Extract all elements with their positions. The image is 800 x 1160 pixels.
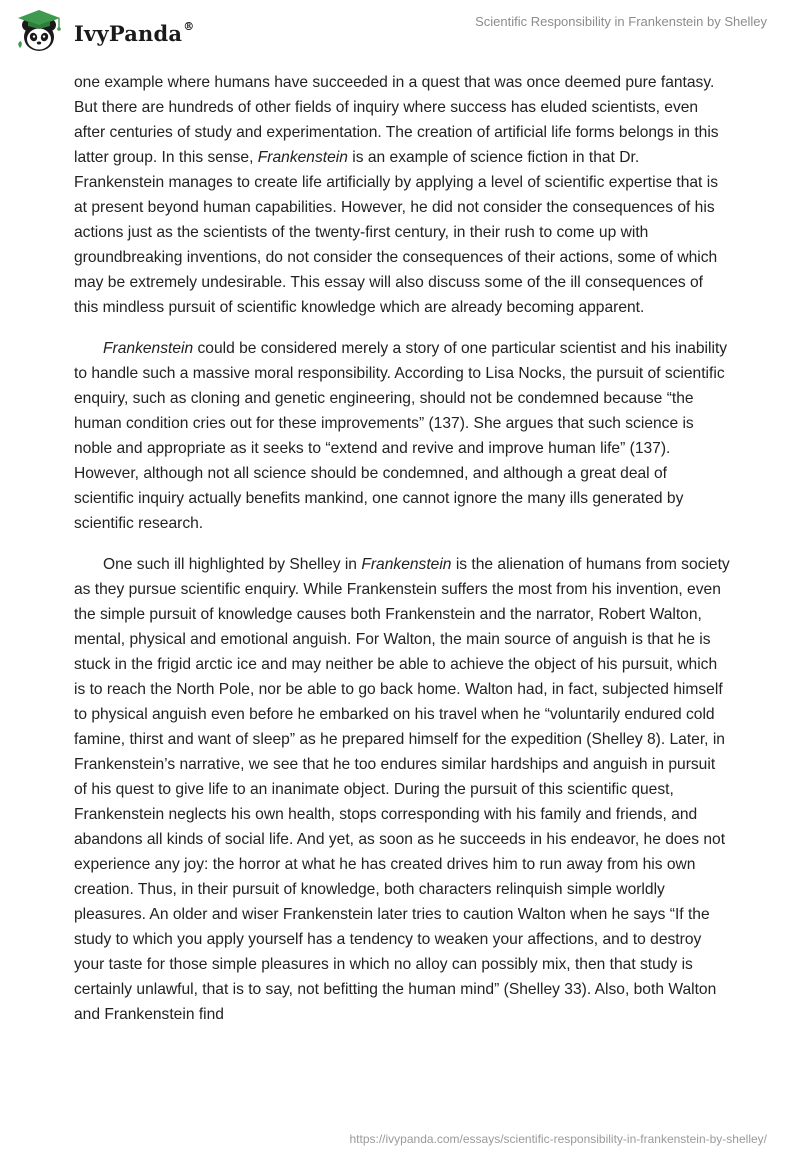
essay-body xyxy=(74,70,730,1043)
logo-wordmark: IvyPanda® xyxy=(74,19,195,46)
document-title: Scientific Responsibility in Frankenstein by Shelley xyxy=(475,14,767,29)
panda-graduation-cap-icon xyxy=(14,8,66,56)
essay-paragraph: One such ill highlighted by Shelley in Frankenstein is the alienation of humans from society as they pursue scientific enquiry. While Frankenstein suffers the most from his invention, even the simple pursuit of knowledge causes both Frankenstein and the narrator, Robert Walton, mental, physical and emotional anguish. For Walton, the main source of anguish is that he is stuck in the frigid arctic ice and may neither be able to achieve the object of his pursuit, which is to reach the North Pole, nor be able to go back home. Walton had, in fact, subjected himself to physical anguish even before he embarked on his travel when he “voluntarily endured cold famine, thirst and want of sleep” as he prepared himself for the expedition (Shelley 8). Later, in Frankenstein’s narrative, we see that he too endures similar hardships and anguish in pursuit of his quest to give life to an inanimate object. During the pursuit of this scientific quest, Frankenstein neglects his own health, stops corresponding with his family and friends, and abandons all kinds of social life. And yet, as soon as he succeeds in his endeavor, he does not experience any joy: the horror at what he has created drives him to run away from his own creation. Thus, in their pursuit of knowledge, both characters relinquish simple worldly pleasures. An older and wiser Frankenstein later tries to caution Walton when he says “If the study to which you apply yourself has a tendency to weaken your affections, and to destroy your taste for those simple pleasures in which no alloy can possibly mix, then that study is certainly unlawful, that is to say, not befitting the human mind” (Shelley 33). Also, both Walton and Frankenstein find xyxy=(74,556,730,1023)
essay-paragraph: Frankenstein could be considered merely a story of one particular scientist and his inability to handle such a massive moral responsibility. According to Lisa Nocks, the pursuit of scientific enquiry, such as cloning and genetic engineering, should not be condemned because “the human condition cries out for these improvements” (137). She argues that such science is noble and appropriate as it seeks to “extend and revive and improve human life” (137). However, although not all science should be condemned, and although a great deal of scientific inquiry actually benefits mankind, one cannot ignore the many ills generated by scientific research. xyxy=(74,340,728,532)
ivypanda-logo[interactable] xyxy=(14,8,194,56)
page-header xyxy=(0,0,800,70)
source-url[interactable]: https://ivypanda.com/essays/scientific-responsibility-in-frankenstein-by-shelley/ xyxy=(349,1132,767,1146)
essay-paragraph: one example where humans have succeeded in a quest that was once deemed pure fantasy. But there are hundreds of other fields of inquiry where success has eluded scientists, even after centuries of study and experimentation. The creation of artificial life forms belongs in this latter group. In this sense, Frankenstein is an example of science fiction in that Dr. Frankenstein manages to create life artificially by applying a level of scientific expertise that is at present beyond human capabilities. However, he did not consider the consequences of his actions just as the scientists of the twenty-first century, in their rush to come up with groundbreaking inventions, do not consider the consequences of their actions, some of which may be extremely undesirable. This essay will also discuss some of the ill consequences of this mindless pursuit of scientific knowledge which are already becoming apparent. xyxy=(74,74,719,316)
